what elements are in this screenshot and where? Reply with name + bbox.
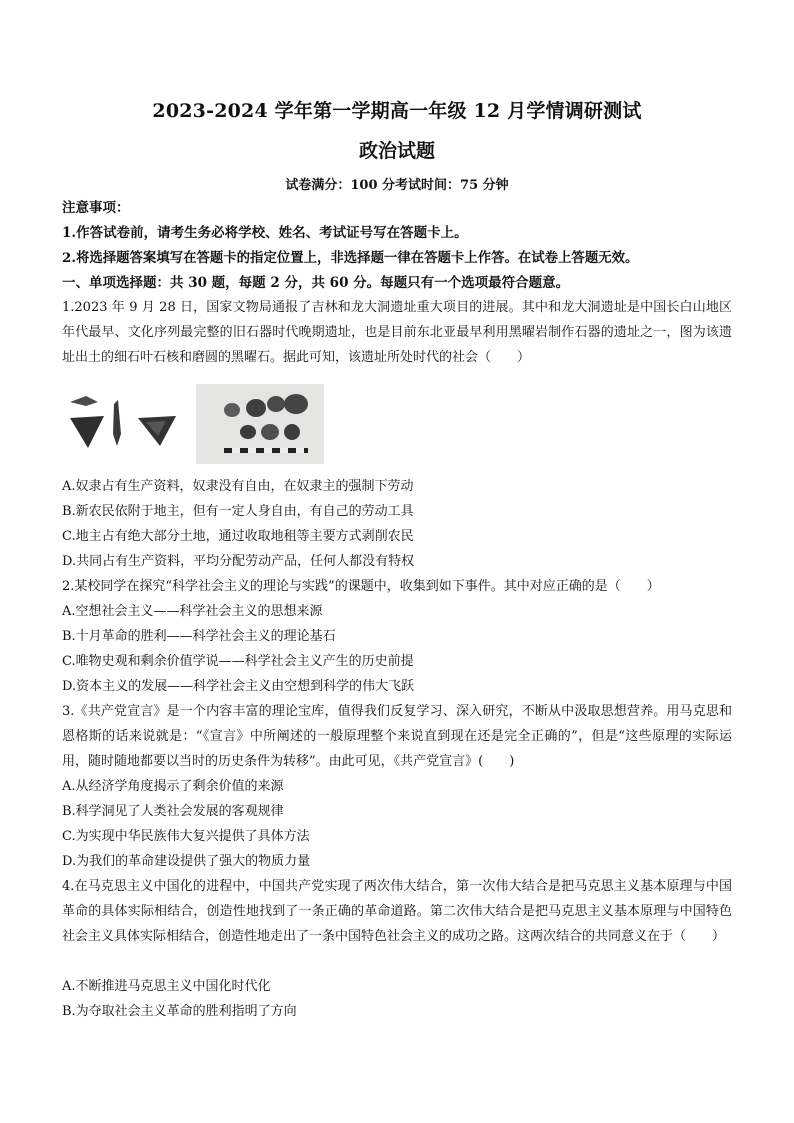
option-d: D.资本主义的发展——科学社会主义由空想到科学的伟大飞跃 (62, 679, 415, 694)
question-stem: 2.某校同学在探究“科学社会主义的理论与实践”的课题中，收集到如下事件。其中对应正确的是（ ） (62, 579, 660, 594)
question-stem: 4.在马克思主义中国化的进程中，中国共产党实现了两次伟大结合，第一次伟大结合是把马克思主义基本原理与中国革命的具体实际相结合，创造性地找到了一条正确的革命道路。第二次伟大结合是把马克思主义基本原理与中国特色社会主义具体实际相结合，创造性地走出了一条中国特色社会主义的成功之路。这两次结合的共同意义在于（ ） (62, 879, 732, 944)
option-a: A.从经济学角度揭示了剩余价值的来源 (62, 779, 284, 794)
option-b: B.科学洞见了人类社会发展的客观规律 (62, 804, 284, 819)
obsidian-figure (196, 384, 324, 464)
stone-tools-figure (66, 394, 186, 456)
option-b: B.十月革命的胜利——科学社会主义的理论基石 (62, 629, 336, 644)
option-c: C.唯物史观和剩余价值学说——科学社会主义产生的历史前提 (62, 654, 414, 669)
obsidian-image (196, 384, 324, 464)
exam-meta: 试卷满分：100 分考试时间：75 分钟 (285, 178, 509, 193)
option-c: C.地主占有绝大部分土地，通过收取地租等主要方式剥削农民 (62, 529, 414, 544)
option-c: C.为实现中华民族伟大复兴提供了具体方法 (62, 829, 310, 844)
question-stem: 3.《共产党宣言》是一个内容丰富的理论宝库，值得我们反复学习、深入研究，不断从中汲取思想营养。用马克思和恩格斯的话来说就是：“《宣言》中所阐述的一般原理整个来说直到现在还是完全正确的”，但是“这些原理的实际运用，随时随地都要以当时的历史条件为转移”。由此可见，《共产党宣言》( ) (62, 704, 732, 769)
option-a: A.空想社会主义——科学社会主义的思想来源 (62, 604, 323, 619)
option-b: B.新农民依附于地主，但有一定人身自由，有自己的劳动工具 (62, 504, 414, 519)
note-item: 1.作答试卷前，请考生务必将学校、姓名、考试证号写在答题卡上。 (62, 225, 468, 241)
subject-title: 政治试题 (358, 140, 435, 162)
option-d: D.共同占有生产资料，平均分配劳动产品，任何人都没有特权 (62, 554, 415, 569)
option-a: A.不断推进马克思主义中国化时代化 (62, 979, 271, 994)
question-stem: 1.2023 年 9 月 28 日，国家文物局通报了吉林和龙大洞遗址重大项目的进展。其中和龙大洞遗址是中国长白山地区年代最早、文化序列最完整的旧石器时代晚期遗址，也是目前东北亚最早利用黑曜岩制作石器的遗址之一，图为该遗址出土的细石叶石核和磨圆的黑曜石。据此可知，该遗址所处时代的社会（ ） (62, 300, 732, 365)
section-heading: 一、单项选择题：共 30 题，每题 2 分，共 60 分。每题只有一个选项最符合题意。 (62, 275, 570, 291)
option-d: D.为我们的革命建设提供了强大的物质力量 (62, 854, 311, 869)
option-b: B.为夺取社会主义革命的胜利指明了方向 (62, 1004, 297, 1019)
exam-title: 2023-2024 学年第一学期高一年级 12 月学情调研测试 (152, 100, 642, 122)
stone-tools-image (66, 394, 186, 456)
note-item: 2.将选择题答案填写在答题卡的指定位置上，非选择题一律在答题卡上作答。在试卷上答题无效。 (62, 250, 639, 266)
option-a: A.奴隶占有生产资料，奴隶没有自由，在奴隶主的强制下劳动 (62, 479, 414, 494)
notes-heading: 注意事项： (62, 200, 130, 216)
